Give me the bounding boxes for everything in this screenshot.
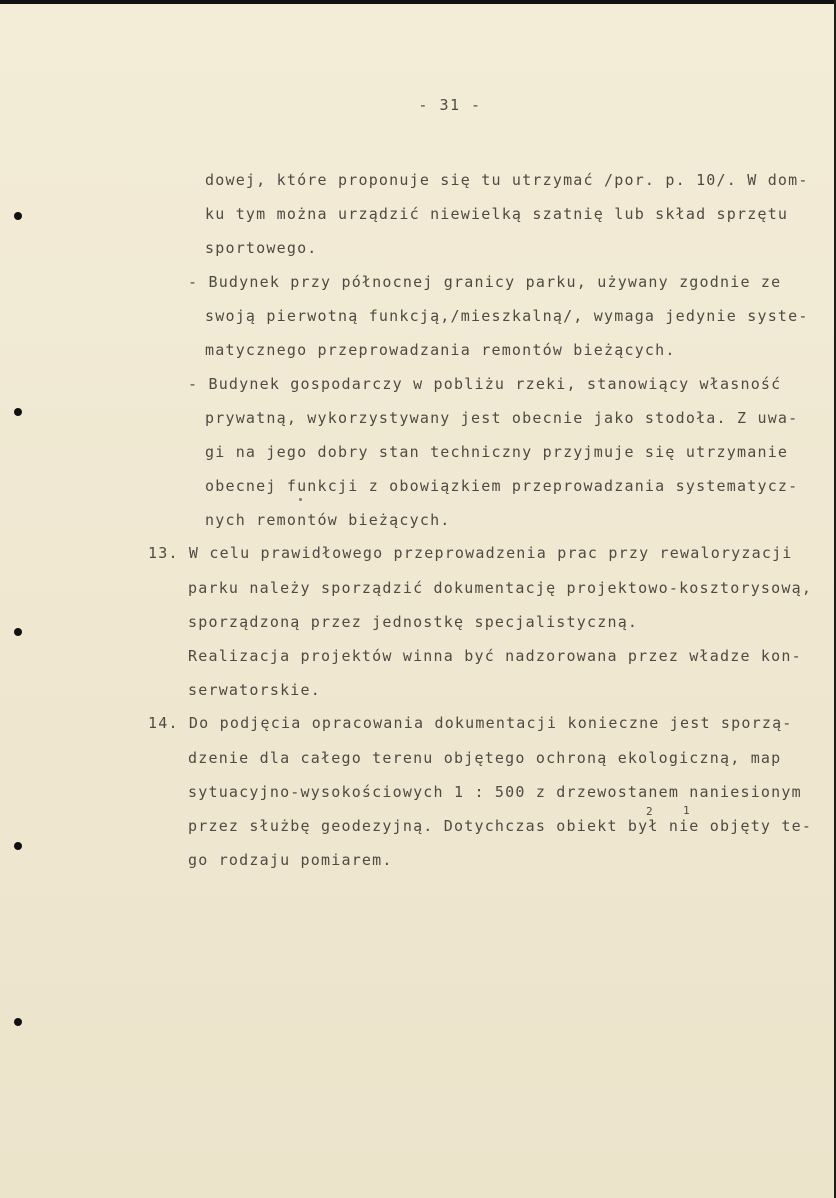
binder-hole-mark (14, 628, 22, 636)
page-number: - 31 - (418, 96, 482, 114)
text-line: sportowego. (205, 239, 318, 257)
text-line: Realizacja projektów winna być nadzorowana przez władze kon- (188, 647, 802, 665)
binder-hole-mark (14, 212, 22, 220)
text-line: nych remontów bieżących. (205, 511, 451, 529)
text-line: obecnej funkcji z obowiązkiem przeprowadzania systematycz- (205, 477, 799, 495)
text-line: go rodzaju pomiarem. (188, 851, 393, 869)
top-edge-rule (0, 0, 836, 4)
handwritten-superscript: 2 (646, 805, 654, 818)
binder-hole-mark (14, 408, 22, 416)
text-line: sporządzoną przez jednostkę specjalistyczną. (188, 613, 639, 631)
binder-hole-mark (14, 1018, 22, 1026)
text-line: ku tym można urządzić niewielką szatnię lub skład sprzętu (205, 205, 789, 223)
text-line: matycznego przeprowadzania remontów bieżących. (205, 341, 676, 359)
text-line: 13. W celu prawidłowego przeprowadzenia prac przy rewaloryzacji (148, 544, 793, 562)
text-line: parku należy sporządzić dokumentację projektowo-kosztorysową, (188, 579, 813, 597)
text-line: - Budynek przy północnej granicy parku, używany zgodnie ze (188, 273, 782, 291)
text-line: swoją pierwotną funkcją,/mieszkalną/, wymaga jedynie syste- (205, 307, 809, 325)
text-line: gi na jego dobry stan techniczny przyjmuje się utrzymanie (205, 443, 789, 461)
specks (299, 498, 302, 501)
handwritten-superscript: 1 (683, 804, 691, 817)
text-line: - Budynek gospodarczy w pobliżu rzeki, stanowiący własność (188, 375, 782, 393)
text-line: sytuacyjno-wysokościowych 1 : 500 z drzewostanem naniesionym (188, 783, 802, 801)
text-line: dzenie dla całego terenu objętego ochroną ekologiczną, map (188, 749, 782, 767)
text-line: prywatną, wykorzystywany jest obecnie jako stodoła. Z uwa- (205, 409, 799, 427)
text-line: dowej, które proponuje się tu utrzymać /por. p. 10/. W dom- (205, 171, 809, 189)
text-line: 14. Do podjęcia opracowania dokumentacji konieczne jest sporzą- (148, 714, 793, 732)
text-line: serwatorskie. (188, 681, 321, 699)
text-line: przez służbę geodezyjną. Dotychczas obiekt był nie objęty te- (188, 817, 813, 835)
binder-hole-mark (14, 842, 22, 850)
